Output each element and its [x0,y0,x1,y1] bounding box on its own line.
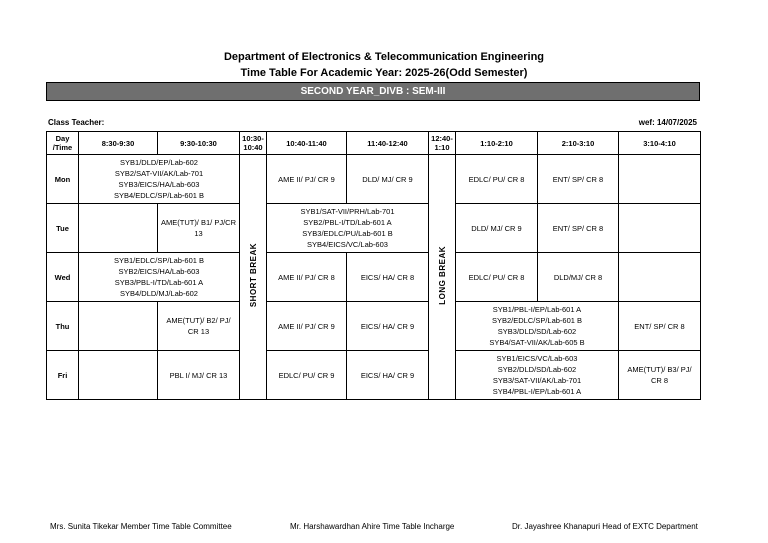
lab-cell [79,155,240,204]
timetable [46,131,701,400]
lecture-cell: ENT/ SP/ CR 8 [619,302,701,351]
lecture-cell: DLD/ MJ/ CR 9 [456,204,538,253]
day-cell: Fri [47,351,79,400]
long-break-label: LONG BREAK [437,246,447,305]
lecture-cell: AME(TUT)/ B1/ PJ/CR 13 [158,204,240,253]
lecture-cell: EICS/ HA/ CR 9 [347,302,429,351]
lecture-cell [79,302,158,351]
wef-date: wef: 14/07/2025 [638,118,697,127]
lab-cell [267,204,429,253]
department-title: Department of Electronics & Telecommunication Engineering [223,51,545,63]
lab-entry: SYB3/DLD/SD/Lab-602 [497,327,577,336]
lab-entry: SYB4/EDLC/SP/Lab-601 B [113,191,205,200]
col-header: 3:10-4:10 [619,132,701,155]
short-break-label: SHORT BREAK [248,243,258,308]
lab-entry: SYB2/SAT-VII/AK/Lab-701 [114,169,204,178]
day-cell: Wed [47,253,79,302]
lab-entry: SYB1/EDLC/SP/Lab-601 B [113,256,205,265]
lecture-cell: ENT/ SP/ CR 8 [538,155,619,204]
lab-entry: SYB4/DLD/MJ/Lab-602 [120,289,198,298]
lecture-cell: EICS/ HA/ CR 8 [347,253,429,302]
day-cell: Tue [47,204,79,253]
lab-entry: SYB3/SAT-VII/AK/Lab-701 [492,376,582,385]
lab-entry: SYB2/PBL-I/TD/Lab-601 A [303,218,392,227]
signature-timetable-incharge: Mr. Harshawardhan Ahire Time Table Incharge [290,522,455,531]
col-header: 10:30-10:40 [240,132,267,155]
lecture-cell: AME(TUT)/ B2/ PJ/ CR 13 [158,302,240,351]
lecture-cell: EDLC/ PU/ CR 8 [456,155,538,204]
table-row-thu [47,302,701,351]
day-cell: Thu [47,302,79,351]
lab-entry: SYB3/PBL-I/TD/Lab-601 A [114,278,204,287]
lab-cell [456,302,619,351]
col-header: 12:40-1:10 [429,132,456,155]
lecture-cell: AME(TUT)/ B3/ PJ/ CR 8 [619,351,701,400]
lecture-cell [79,351,158,400]
col-header-day: Day /Time [47,132,79,155]
day-cell: Mon [47,155,79,204]
lab-entry: SYB3/EDLC/PU/Lab-601 B [302,229,393,238]
lecture-cell [79,204,158,253]
lecture-cell: EDLC/ PU/ CR 9 [267,351,347,400]
lab-entry: SYB4/PBL-I/EP/Lab-601 A [492,387,582,396]
lab-entry: SYB1/PBL-I/EP/Lab-601 A [492,305,582,314]
short-break-cell [240,155,267,400]
header-row [47,132,701,155]
col-header: 9:30-10:30 [158,132,240,155]
long-break-cell [429,155,456,400]
lecture-cell: EICS/ HA/ CR 9 [347,351,429,400]
col-header: 2:10-3:10 [538,132,619,155]
lab-entry: SYB3/EICS/HA/Lab-603 [118,180,200,189]
lab-entry: SYB1/DLD/EP/Lab-602 [120,158,198,167]
class-banner: SECOND YEAR_DIVB : SEM-III [46,82,700,101]
lecture-cell: DLD/MJ/ CR 8 [538,253,619,302]
lab-cell [456,351,619,400]
lecture-cell [619,155,701,204]
signature-committee-member: Mrs. Sunita Tikekar Member Time Table Committee [50,522,232,531]
lab-entry: SYB1/EICS/VC/Lab-603 [496,354,578,363]
lecture-cell: ENT/ SP/ CR 8 [538,204,619,253]
lab-entry: SYB4/SAT-VII/AK/Lab-605 B [489,338,585,347]
lecture-cell [619,253,701,302]
col-header: 1:10-2:10 [456,132,538,155]
lecture-cell: AME II/ PJ/ CR 8 [267,253,347,302]
lecture-cell [619,204,701,253]
table-row-fri [47,351,701,400]
lab-entry: SYB2/DLD/SD/Lab-602 [497,365,577,374]
lecture-cell: DLD/ MJ/ CR 9 [347,155,429,204]
table-row-wed [47,253,701,302]
class-teacher-label: Class Teacher: [48,118,105,127]
lecture-cell: AME II/ PJ/ CR 9 [267,155,347,204]
table-row-tue [47,204,701,253]
lab-entry: SYB4/EICS/VC/Lab-603 [307,240,388,249]
lecture-cell: PBL I/ MJ/ CR 13 [158,351,240,400]
signature-hod: Dr. Jayashree Khanapuri Head of EXTC Department [512,522,698,531]
lab-entry: SYB1/SAT-VII/PRH/Lab-701 [300,207,395,216]
lab-entry: SYB2/EDLC/SP/Lab-601 B [491,316,583,325]
lab-cell [79,253,240,302]
lab-entry: SYB2/EICS/HA/Lab-603 [118,267,200,276]
timetable-title: Time Table For Academic Year: 2025-26(Odd Semester) [240,67,528,79]
lecture-cell: EDLC/ PU/ CR 8 [456,253,538,302]
col-header: 10:40-11:40 [267,132,347,155]
table-row-mon [47,155,701,204]
lecture-cell: AME II/ PJ/ CR 9 [267,302,347,351]
col-header: 11:40-12:40 [347,132,429,155]
col-header: 8:30-9:30 [79,132,158,155]
